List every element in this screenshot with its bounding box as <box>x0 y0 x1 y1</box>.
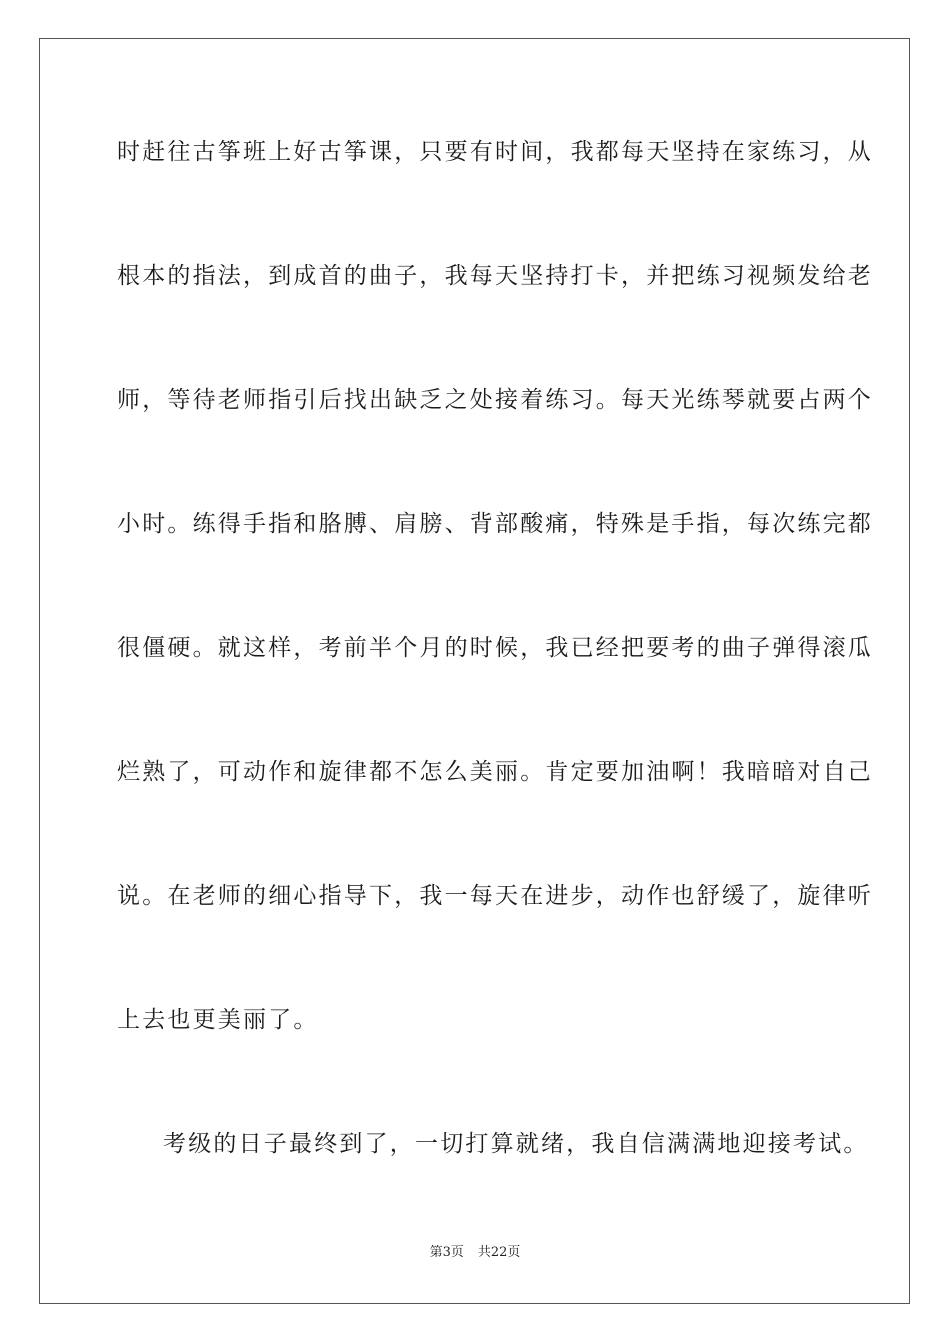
page-border <box>39 38 910 1304</box>
body-text-line-4: 小时。练得手指和胳膊、肩膀、背部酸痛，特殊是手指，每次练完都 <box>117 511 873 537</box>
body-paragraph-2: 考级的日子最终到了，一切打算就绪，我自信满满地迎接考试。 <box>163 1131 869 1157</box>
body-text-line-1: 时赶往古筝班上好古筝课，只要有时间，我都每天坚持在家练习，从 <box>117 139 873 165</box>
page-total: 共22页 <box>477 1245 521 1260</box>
body-text-line-6: 烂熟了，可动作和旋律都不怎么美丽。肯定要加油啊！我暗暗对自己 <box>117 759 873 785</box>
body-text-line-3: 师，等待老师指引后找出缺乏之处接着练习。每天光练琴就要占两个 <box>117 387 873 413</box>
body-text-line-5: 很僵硬。就这样，考前半个月的时候，我已经把要考的曲子弹得滚瓜 <box>117 635 873 661</box>
page-number: 第3页 <box>429 1245 464 1260</box>
page-footer <box>0 1245 950 1261</box>
body-text-line-7: 说。在老师的细心指导下，我一每天在进步，动作也舒缓了，旋律听 <box>117 883 873 909</box>
body-text-line-8: 上去也更美丽了。 <box>117 1007 319 1033</box>
body-text-line-2: 根本的指法，到成首的曲子，我每天坚持打卡，并把练习视频发给老 <box>117 263 873 289</box>
